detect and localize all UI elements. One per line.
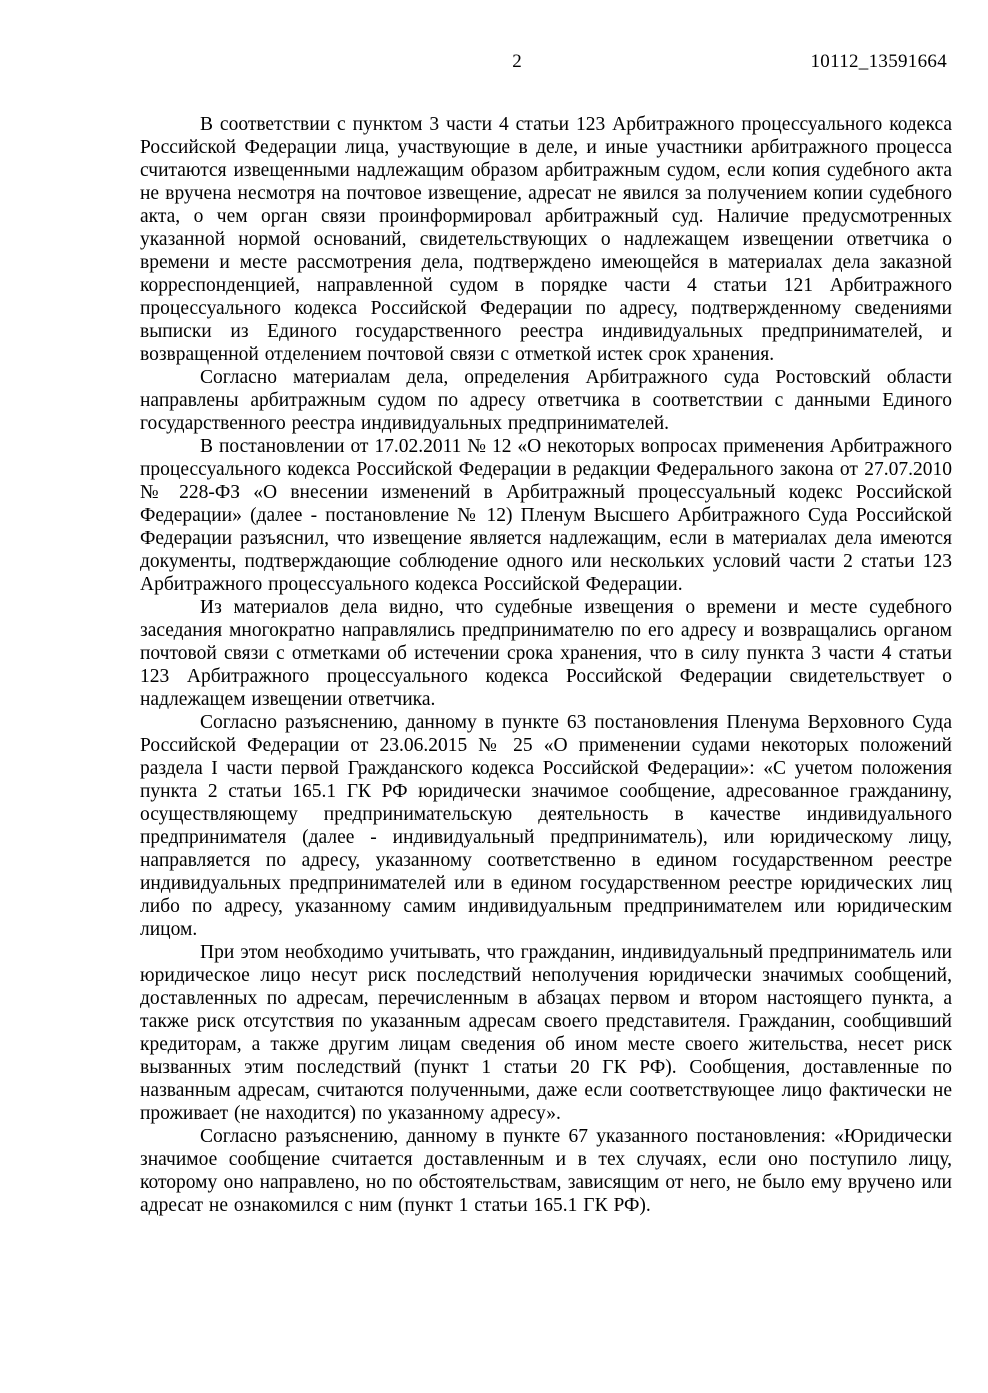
page-header (0, 0, 988, 73)
paragraph-risk-of-nonreceipt: При этом необходимо учитывать, что гражданин, индивидуальный предприниматель или юридическое лицо несут риск последствий неполучения юридически значимых сообщений, доставленных по адресам, перечисленным в абзацах первом и втором настоящего пункта, а также риск отсутствия по указанным адресам своего представителя. Гражданин, сообщивший кредиторам, а также другим лицам сведения об ином месте своего жительства, несет риск вызванных этим последствий (пункт 1 статьи 20 ГК РФ). Сообщения, доставленные по названным адресам, считаются полученными, даже если соответствующее лицо фактически не проживает (не находится) по указанному адресу». (140, 942, 952, 1124)
document-id: 10112_13591664 (810, 51, 947, 72)
paragraph-clause-63: Согласно разъяснению, данному в пункте 63 постановления Пленума Верховного Суда Российской Федерации от 23.06.2015 № 25 «О применении судами некоторых положений раздела I части первой Гражданского кодекса Российской Федерации»: «С учетом положения пункта 2 статьи 165.1 ГК РФ юридически значимое сообщение, адресованное гражданину, осуществляющему предпринимательскую деятельность в качестве индивидуального предпринимателя (далее - индивидуальный предприниматель), или юридическому лицу, направляется по адресу, указанному соответственно в едином государственном реестре индивидуальных предпринимателей или в едином государственном реестре юридических лиц либо по адресу, указанному самим индивидуальным предпринимателем или юридическим лицом. (140, 712, 952, 940)
paragraph-court-notices: Из материалов дела видно, что судебные извещения о времени и месте судебного заседания многократно направлялись предпринимателю по его адресу и возвращались органом почтовой связи с отметками об истечении срока хранения, что в силу пункта 3 части 4 статьи 123 Арбитражного процессуального кодекса Российской Федерации свидетельствует о надлежащем извещении ответчика. (140, 597, 952, 710)
paragraph-case-materials: Согласно материалам дела, определения Арбитражного суда Ростовский области направлены арбитражным судом по адресу ответчика в соответствии с данными Единого государственного реестра индивидуальных предпринимателей. (140, 367, 952, 434)
paragraph-resolution-12: В постановлении от 17.02.2011 № 12 «О некоторых вопросах применения Арбитражного процессуального кодекса Российской Федерации в редакции Федерального закона от 27.07.2010 № 228-ФЗ «О внесении изменений в Арбитражный процессуальный кодекс Российской Федерации» (далее - постановление № 12) Пленум Высшего Арбитражного Суда Российской Федерации разъяснил, что извещение является надлежащим, если в материалах дела имеются документы, подтверждающие соблюдение одного или нескольких условий части 2 статьи 123 Арбитражного процессуального кодекса Российской Федерации. (140, 436, 952, 595)
paragraph-notification-rule: В соответствии с пунктом 3 части 4 статьи 123 Арбитражного процессуального кодекса Российской Федерации лица, участвующие в деле, и иные участники арбитражного процесса считаются извещенными надлежащим образом арбитражным судом, если копия судебного акта не вручена несмотря на почтовое извещение, адресат не явился за получением копии судебного акта, о чем орган связи проинформировал арбитражный суд. Наличие предусмотренных указанной нормой оснований, свидетельствующих о надлежащем извещении ответчика о времени и месте рассмотрения дела, подтверждено имеющейся в материалах дела заказной корреспонденцией, направленной судом в порядке части 4 статьи 121 Арбитражного процессуального кодекса Российской Федерации по адресу, подтвержденному сведениями выписки из Единого государственного реестра индивидуальных предпринимателей, и возвращенной отделением почтовой связи с отметкой истек срок хранения. (140, 114, 952, 365)
paragraph-clause-67: Согласно разъяснению, данному в пункте 67 указанного постановления: «Юридически значимое сообщение считается доставленным и в тех случаях, если оно поступило лицу, которому оно направлено, но по обстоятельствам, зависящим от него, не было ему вручено или адресат не ознакомился с ним (пункт 1 статьи 165.1 ГК РФ). (140, 1126, 952, 1216)
page-number: 2 (512, 51, 522, 72)
document-body (140, 113, 952, 1217)
